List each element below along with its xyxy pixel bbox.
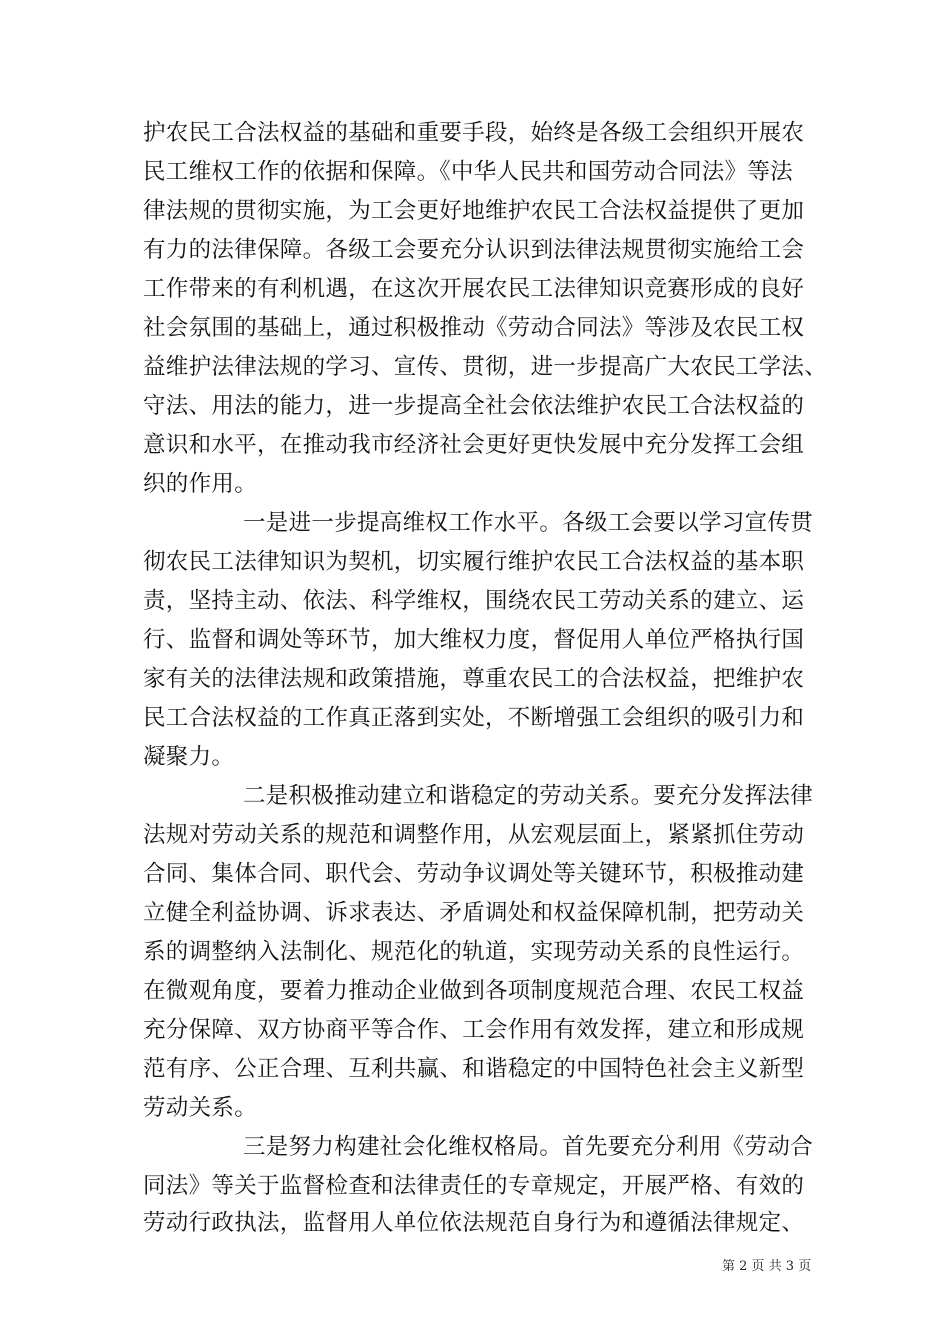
text-line: 家有关的法律法规和政策措施，尊重农民工的合法权益，把维护农: [143, 666, 805, 692]
text-line: 彻农民工法律知识为契机，切实履行维护农民工合法权益的基本职: [143, 549, 805, 575]
text-line: 社会氛围的基础上，通过积极推动《劳动合同法》等涉及农民工权: [143, 315, 805, 341]
text-line: 充分保障、双方协商平等合作、工会作用有效发挥，建立和形成规: [143, 1017, 805, 1043]
text-line: 织的作用。: [143, 471, 258, 497]
text-line: 立健全利益协调、诉求表达、矛盾调处和权益保障机制，把劳动关: [143, 900, 805, 926]
text-line: 法规对劳动关系的规范和调整作用，从宏观层面上，紧紧抓住劳动: [143, 822, 805, 848]
paragraph-first-line: 三是努力构建社会化维权格局。首先要充分利用《劳动合: [243, 1134, 814, 1160]
text-line: 行、监督和调处等环节，加大维权力度，督促用人单位严格执行国: [143, 627, 805, 653]
text-line: 劳动关系。: [143, 1095, 258, 1121]
text-line: 意识和水平，在推动我市经济社会更好更快发展中充分发挥工会组: [143, 432, 805, 458]
text-line: 劳动行政执法，监督用人单位依法规范自身行为和遵循法律规定、: [143, 1210, 805, 1236]
text-line: 律法规的贯彻实施，为工会更好地维护农民工合法权益提供了更加: [143, 198, 805, 224]
paragraph-first-line: 二是积极推动建立和谐稳定的劳动关系。要充分发挥法律: [243, 783, 814, 809]
text-line: 守法、用法的能力，进一步提高全社会依法维护农民工合法权益的: [143, 393, 805, 419]
text-line: 凝聚力。: [143, 744, 235, 770]
paragraph-first-line: 一是进一步提高维权工作水平。各级工会要以学习宣传贯: [243, 510, 814, 536]
text-line: 工作带来的有利机遇，在这次开展农民工法律知识竞赛形成的良好: [143, 276, 805, 302]
text-line: 有力的法律保障。各级工会要充分认识到法律法规贯彻实施给工会: [143, 237, 805, 263]
text-line: 合同、集体合同、职代会、劳动争议调处等关键环节，积极推动建: [143, 861, 805, 887]
text-line: 护农民工合法权益的基础和重要手段，始终是各级工会组织开展农: [143, 120, 805, 146]
text-line: 益维护法律法规的学习、宣传、贯彻，进一步提高广大农民工学法、: [143, 354, 828, 380]
text-line: 责，坚持主动、依法、科学维权，围绕农民工劳动关系的建立、运: [143, 588, 805, 614]
text-line: 民工合法权益的工作真正落到实处，不断增强工会组织的吸引力和: [143, 705, 805, 731]
text-line: 范有序、公正合理、互利共赢、和谐稳定的中国特色社会主义新型: [143, 1056, 805, 1082]
text-line: 同法》等关于监督检查和法律责任的专章规定，开展严格、有效的: [143, 1173, 805, 1199]
text-line: 系的调整纳入法制化、规范化的轨道，实现劳动关系的良性运行。: [143, 939, 805, 965]
page-number: 第 2 页 共 3 页: [722, 1259, 812, 1274]
text-line: 在微观角度，要着力推动企业做到各项制度规范合理、农民工权益: [143, 978, 805, 1004]
text-line: 民工维权工作的依据和保障。《中华人民共和国劳动合同法》等法: [143, 159, 793, 185]
